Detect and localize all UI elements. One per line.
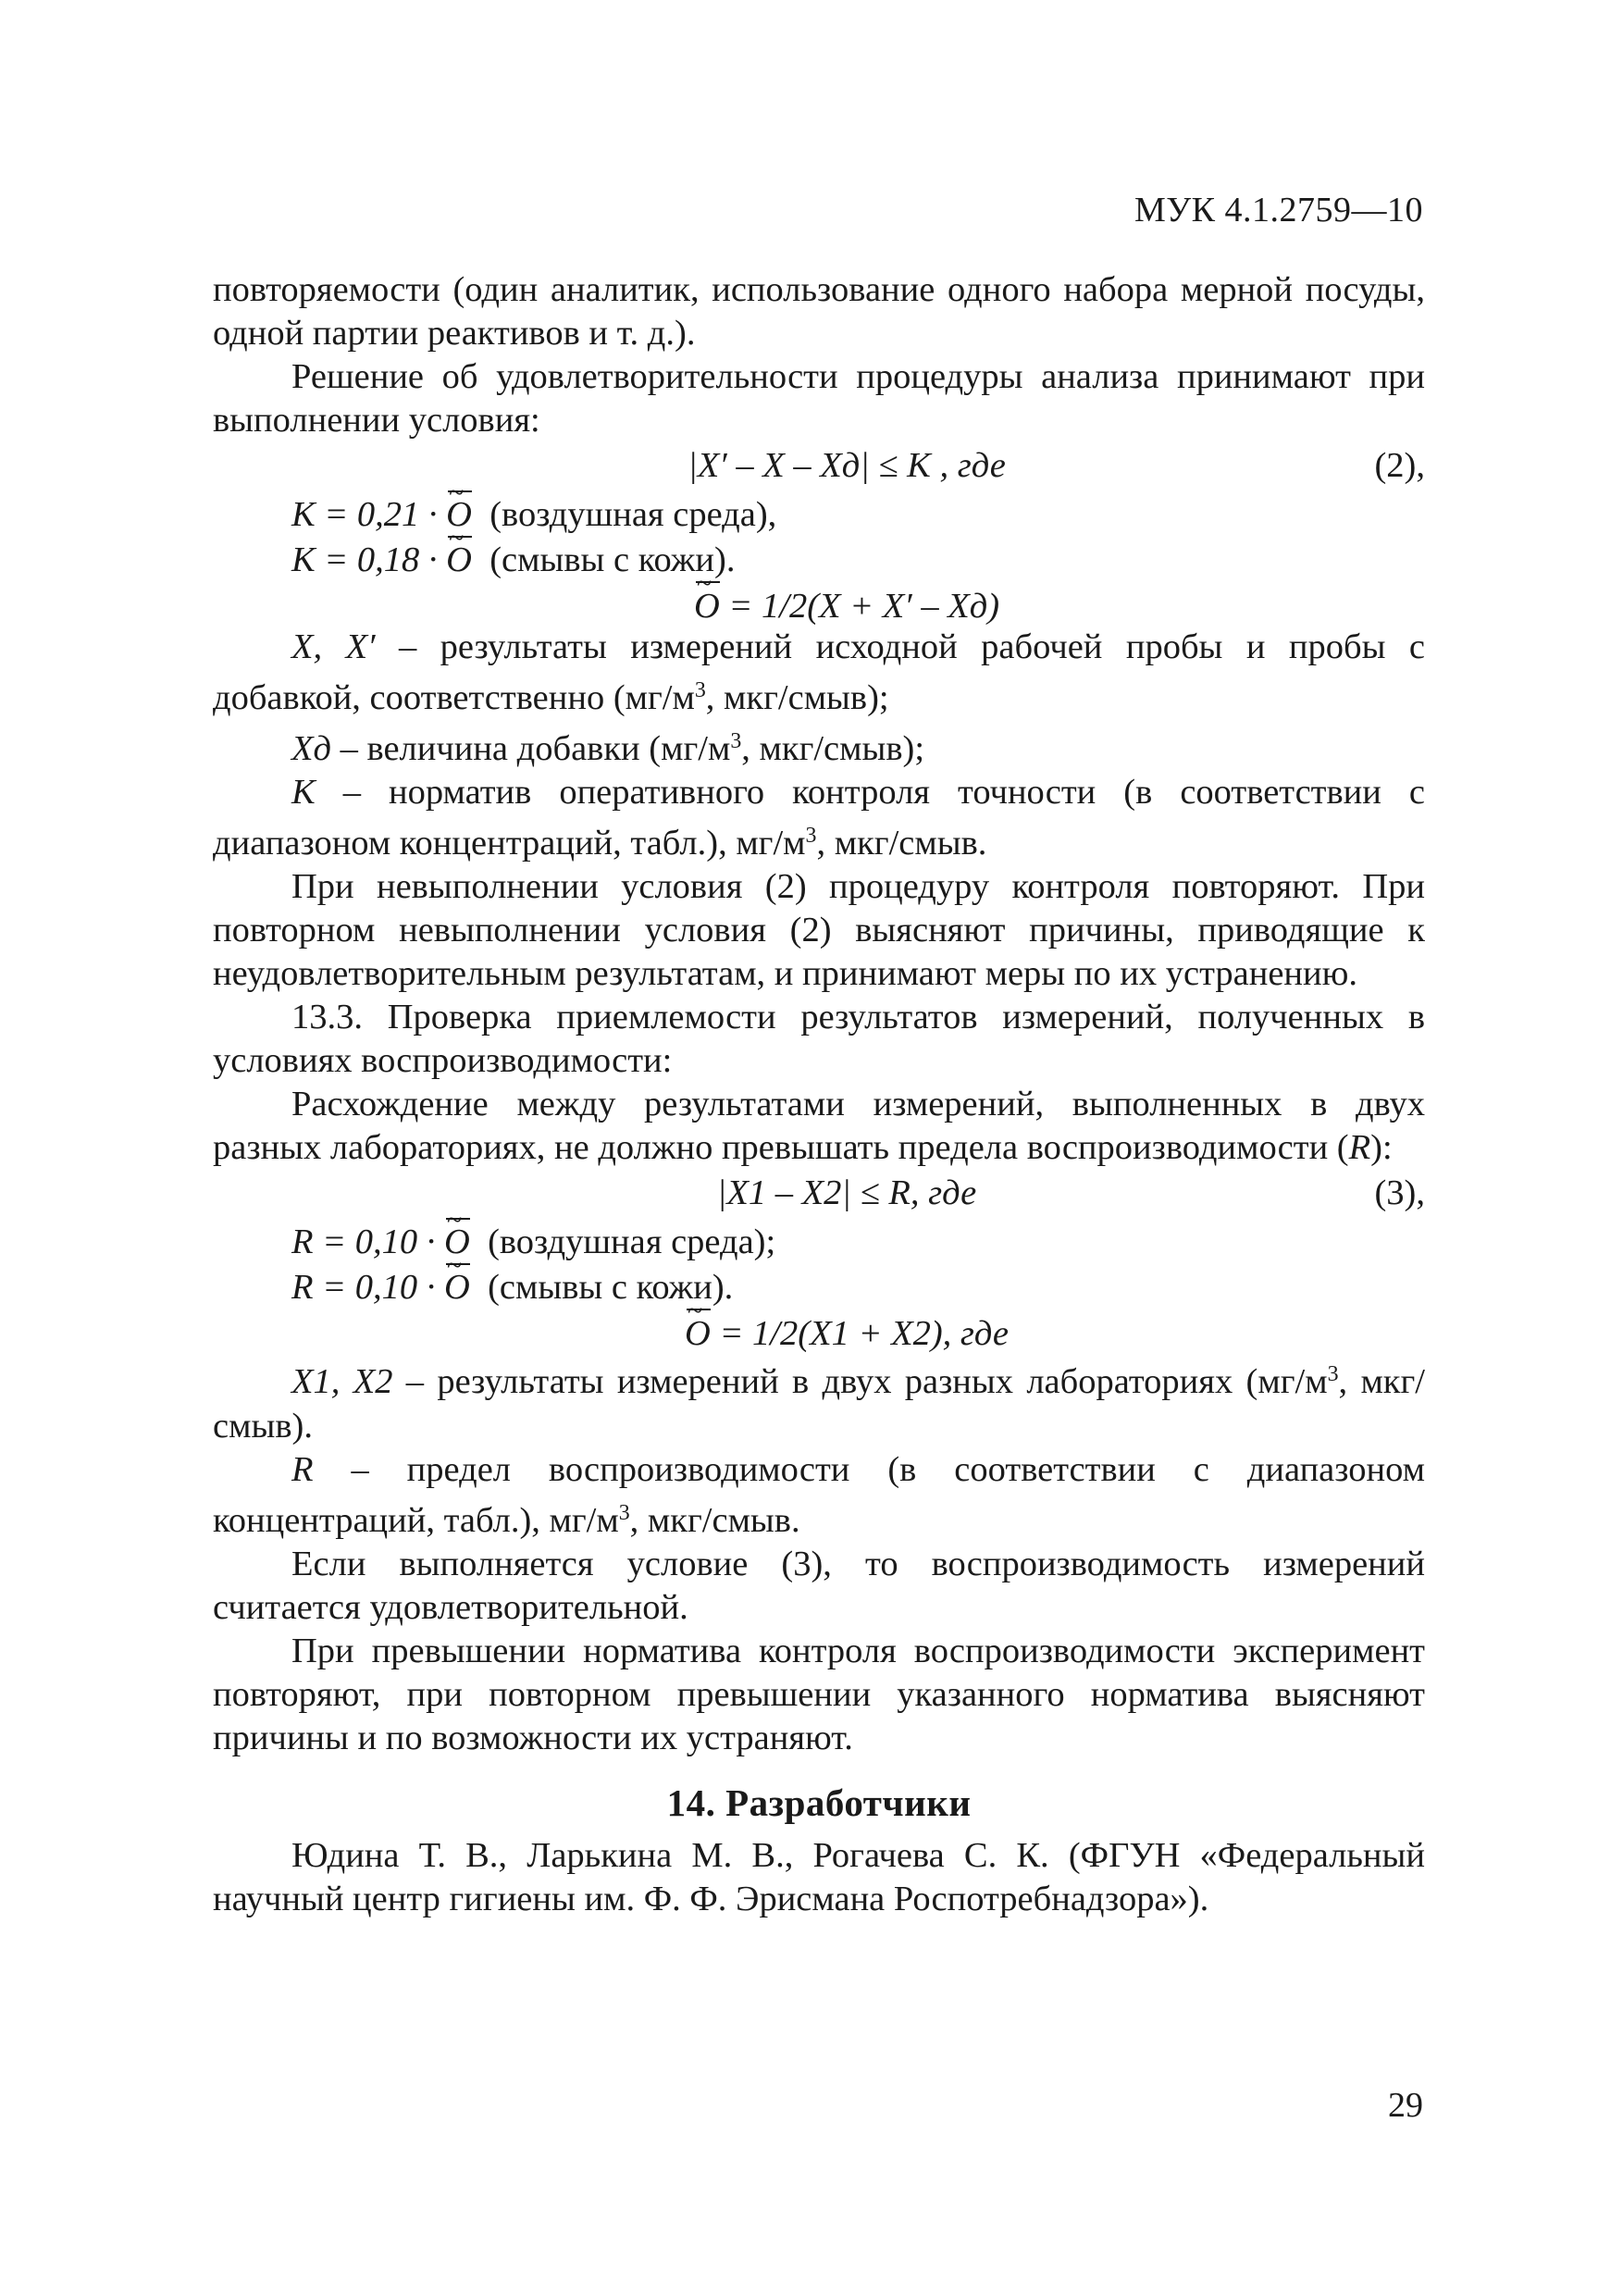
- o-bar-symbol: O ~: [694, 579, 720, 629]
- r-skin-line: [213, 1261, 1425, 1307]
- superscript: 3: [694, 678, 706, 702]
- o-bar-symbol: O ~: [444, 1261, 470, 1310]
- formula-mean-2-text: = 1/2(X1 + X2), где: [710, 1314, 1009, 1354]
- formula-2: [213, 442, 1425, 489]
- paragraph-repeatability: повторяемости (один аналитик, использование одного набора мерной посуды, одной партии реактивов и т. д.).: [213, 270, 1425, 353]
- definition-x1-x2-term: X1, X2: [291, 1362, 393, 1402]
- k-skin-value: K = 0,18 ·: [291, 540, 447, 579]
- paragraph-condition-3: Если выполняется условие (3), то воспроизводимость измерений считается удовлетворительной.: [213, 1544, 1425, 1627]
- definition-xd-text: – величина добавки (мг/м: [331, 729, 731, 769]
- paragraph-reproducibility-tail: ):: [1370, 1128, 1393, 1168]
- formula-3-number: (3),: [1374, 1173, 1425, 1213]
- o-bar-symbol: O ~: [444, 1216, 470, 1265]
- formula-3: [213, 1170, 1425, 1216]
- page-body: [213, 268, 1425, 1921]
- symbol-r: R: [1348, 1128, 1371, 1168]
- paragraph-reproducibility-limit: [213, 1083, 1425, 1170]
- definition-r-text: – предел воспроизводимости (в соответствии с диапазоном концентраций, табл.), мг/м: [213, 1449, 1425, 1540]
- definition-x1-x2: [213, 1353, 1425, 1447]
- superscript: 3: [730, 729, 742, 754]
- paragraph-repeat-control: При невыполнении условия (2) процедуру контроля повторяют. При повторном невыполнении условия (2) выясняют причины, приводящие к неудовлетворительным результатам, и принимают меры по их устранению.: [213, 867, 1425, 994]
- paragraph-exceed-norm: При превышении норматива контроля воспроизводимости эксперимент повторяют, при повторном превышении указанного норматива выясняют причины и по возможности их устраняют.: [213, 1631, 1425, 1757]
- definition-x1-x2-tail: , мкг/смыв).: [213, 1362, 1425, 1446]
- formula-2-expression: |X′ – X – Xд| ≤ K , где: [688, 446, 1006, 485]
- o-bar-symbol: O ~: [685, 1307, 711, 1357]
- definition-x-term: X, X′: [291, 627, 376, 666]
- paragraph-decision-condition: Решение об удовлетворительности процедуры анализа принимают при выполнении условия:: [213, 357, 1425, 440]
- definition-r-tail: , мкг/смыв.: [629, 1500, 800, 1540]
- k-air-value: K = 0,21 ·: [291, 495, 447, 534]
- k-skin-note: (смывы с кожи).: [489, 540, 736, 579]
- definition-x-text: – результаты измерений исходной рабочей пробы и пробы с добавкой, соответственно (мг/м: [213, 627, 1425, 718]
- definition-x-tail: , мкг/смыв);: [705, 678, 889, 718]
- k-air-note: (воздушная среда),: [489, 495, 777, 534]
- formula-mean-1-text: = 1/2(X + X′ – Xд): [719, 587, 1000, 626]
- definition-k: [213, 771, 1425, 865]
- definition-x: [213, 626, 1425, 720]
- definition-xd: [213, 720, 1425, 771]
- r-air-value: R = 0,10 ·: [291, 1222, 444, 1262]
- formula-3-expression: |X1 – X2| ≤ R, где: [716, 1173, 977, 1213]
- definition-r: [213, 1448, 1425, 1543]
- definition-k-term: K: [291, 773, 316, 813]
- formula-mean-2: [213, 1307, 1425, 1353]
- superscript: 3: [618, 1500, 630, 1525]
- document-code-header: МУК 4.1.2759—10: [1134, 191, 1423, 230]
- k-skin-line: [213, 534, 1425, 579]
- superscript: 3: [1327, 1362, 1339, 1387]
- k-air-line: [213, 489, 1425, 534]
- definition-k-text: – норматив оперативного контроля точности (в соответствии с диапазоном концентраций, табл.), мг/м: [213, 773, 1425, 863]
- formula-mean-1: [213, 579, 1425, 626]
- paragraph-reproducibility-text: Расхождение между результатами измерений, выполненных в двух разных лабораториях, не должно превышать предела воспроизводимости (: [213, 1085, 1425, 1168]
- superscript: 3: [805, 824, 817, 849]
- definition-r-term: R: [291, 1449, 314, 1489]
- r-skin-value: R = 0,10 ·: [291, 1268, 444, 1308]
- paragraph-developers: Юдина Т. В., Ларькина М. В., Рогачева С. К. (ФГУН «Федеральный научный центр гигиены им. Ф. Ф. Эрисмана Роспотребнадзора»).: [213, 1835, 1425, 1918]
- r-air-note: (воздушная среда);: [488, 1222, 776, 1262]
- r-skin-note: (смывы с кожи).: [488, 1268, 734, 1308]
- page-number: 29: [1388, 2086, 1423, 2125]
- formula-mean-2-expression: [268, 1307, 1425, 1357]
- paragraph-13-3: 13.3. Проверка приемлемости результатов измерений, полученных в условиях воспроизводимости:: [213, 998, 1425, 1081]
- definition-xd-tail: , мкг/смыв);: [741, 729, 925, 769]
- r-air-line: [213, 1216, 1425, 1261]
- formula-mean-1-expression: [268, 579, 1425, 629]
- section-title-developers: 14. Разработчики: [666, 1781, 972, 1824]
- o-bar-symbol: O ~: [446, 534, 472, 583]
- formula-2-number: (2),: [1374, 446, 1425, 485]
- o-bar-symbol: O ~: [446, 489, 472, 538]
- definition-x1-x2-text: – результаты измерений в двух разных лабораториях (мг/м: [392, 1362, 1328, 1402]
- definition-xd-term: Xд: [291, 729, 331, 769]
- definition-k-tail: , мкг/смыв.: [816, 824, 987, 863]
